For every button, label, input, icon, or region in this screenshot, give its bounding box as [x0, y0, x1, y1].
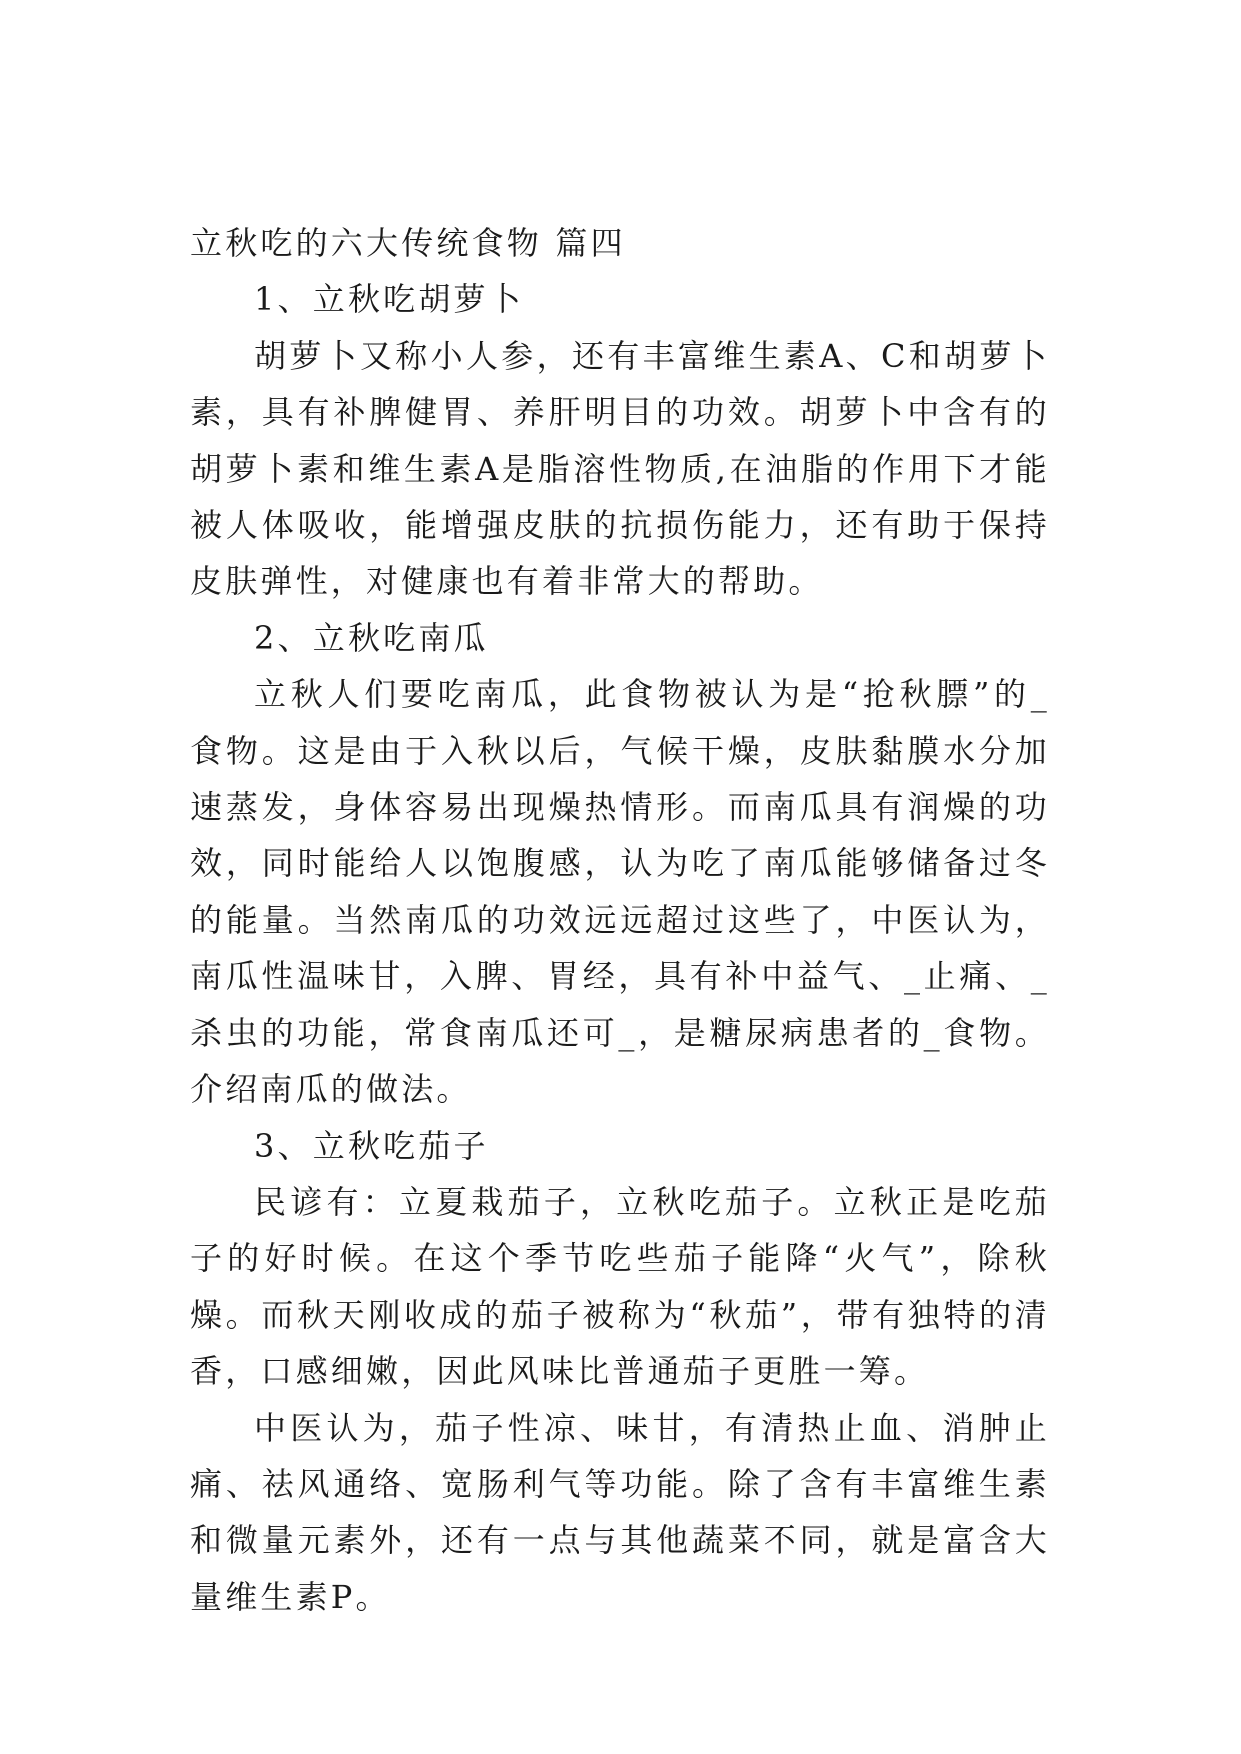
- section-heading-pumpkin: 2、立秋吃南瓜: [254, 618, 489, 657]
- section-heading-eggplant: 3、立秋吃茄子: [254, 1126, 489, 1165]
- document-body: [190, 215, 1050, 1625]
- paragraph-eggplant-1: 民谚有：立夏栽茄子，立秋吃茄子。立秋正是吃茄子的好时候。在这个季节吃些茄子能降“火气”，除秋燥。而秋天刚收成的茄子被称为“秋茄”，带有独特的清香，口感细嫩，因此风味比普通茄子更胜一筹。: [190, 1182, 1050, 1391]
- paragraph-carrot: 胡萝卜又称小人参，还有丰富维生素A、C和胡萝卜素，具有补脾健胃、养肝明目的功效。胡萝卜中含有的胡萝卜素和维生素A是脂溶性物质,在油脂的作用下才能被人体吸收，能增强皮肤的抗损伤能力，还有助于保持皮肤弹性，对健康也有着非常大的帮助。: [190, 336, 1050, 601]
- document-title: 立秋吃的六大传统食物 篇四: [190, 224, 626, 262]
- paragraph-pumpkin: 立秋人们要吃南瓜，此食物被认为是“抢秋膘”的_食物。这是由于入秋以后，气候干燥，皮肤黏膜水分加速蒸发，身体容易出现燥热情形。而南瓜具有润燥的功效，同时能给人以饱腹感，认为吃了南瓜能够储备过冬的能量。当然南瓜的功效远远超过这些了，中医认为，南瓜性温味甘，入脾、胃经，具有补中益气、_止痛、_杀虫的功能，常食南瓜还可_，是糖尿病患者的_食物。介绍南瓜的做法。: [190, 675, 1050, 1109]
- section-heading-carrot: 1、立秋吃胡萝卜: [254, 280, 524, 319]
- paragraph-eggplant-2: 中医认为，茄子性凉、味甘，有清热止血、消肿止痛、祛风通络、宽肠利气等功能。除了含有丰富维生素和微量元素外，还有一点与其他蔬菜不同，就是富含大量维生素P。: [190, 1408, 1050, 1616]
